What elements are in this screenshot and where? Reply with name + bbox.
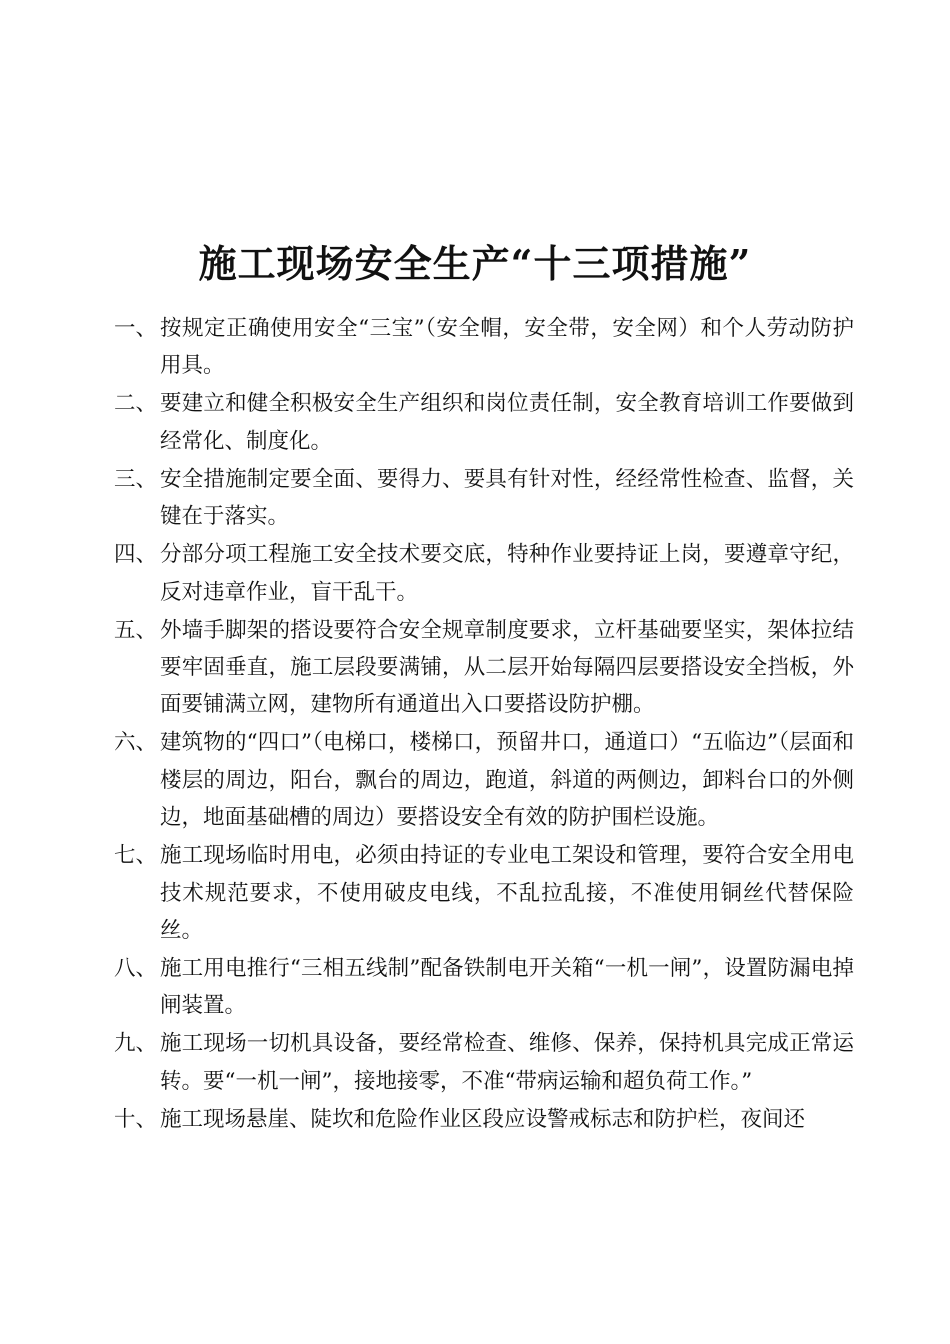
item-number: 十、 <box>114 1106 158 1132</box>
list-item <box>114 536 854 611</box>
item-number: 八、 <box>114 956 158 982</box>
item-number: 五、 <box>114 617 158 643</box>
item-text: 施工现场悬崖、陡坎和危险作业区段应设警戒标志和防护栏，夜间还 <box>160 1106 806 1132</box>
item-text: 按规定正确使用安全“三宝”（安全帽，安全带，安全网）和个人劳动防护用具。 <box>160 316 854 379</box>
list-item <box>114 724 854 836</box>
item-text: 外墙手脚架的搭设要符合安全规章制度要求，立杆基础要坚实，架体拉结要牢固垂直，施工层段要满铺，从二层开始每隔四层要搭设安全挡板，外面要铺满立网，建物所有通道出入口要搭设防护棚。 <box>160 617 854 718</box>
list-item <box>114 612 854 724</box>
list-item <box>114 461 854 536</box>
item-number: 三、 <box>114 466 158 492</box>
item-number: 九、 <box>114 1031 158 1057</box>
document-title: 施工现场安全生产“十三项措施” <box>198 241 752 286</box>
item-number: 七、 <box>114 843 158 869</box>
item-number: 二、 <box>114 391 158 417</box>
list-item <box>114 1101 854 1138</box>
item-text: 要建立和健全积极安全生产组织和岗位责任制，安全教育培训工作要做到经常化、制度化。 <box>160 391 854 454</box>
measures-list <box>114 310 854 1139</box>
item-text: 施工现场临时用电，必须由持证的专业电工架设和管理，要符合安全用电技术规范要求，不使用破皮电线，不乱拉乱接，不准使用铜丝代替保险丝。 <box>160 843 854 944</box>
list-item <box>114 1025 854 1100</box>
item-number: 一、 <box>114 316 158 341</box>
item-text: 安全措施制定要全面、要得力、要具有针对性，经经常性检查、监督，关键在于落实。 <box>160 466 854 530</box>
item-text: 施工现场一切机具设备，要经常检查、维修、保养，保持机具完成正常运转。要“一机一闸”，接地接零，不准“带病运输和超负荷工作。” <box>160 1031 854 1094</box>
item-text: 分部分项工程施工安全技术要交底，特种作业要持证上岗，要遵章守纪，反对违章作业，盲干乱干。 <box>160 542 854 605</box>
list-item <box>114 950 854 1025</box>
list-item <box>114 385 854 460</box>
item-text: 建筑物的“四口”（电梯口，楼梯口，预留井口，通道口）“五临边”（层面和楼层的周边，阳台，飘台的周边，跑道，斜道的两侧边，卸料台口的外侧边，地面基础槽的周边）要搭设安全有效的防护围栏设施。 <box>160 730 854 831</box>
item-number: 六、 <box>114 730 158 756</box>
list-item <box>114 837 854 949</box>
item-text: 施工用电推行“三相五线制”配备铁制电开关箱“一机一闸”，设置防漏电掉闸装置。 <box>160 956 854 1019</box>
item-number: 四、 <box>114 542 158 568</box>
list-item <box>114 310 854 385</box>
